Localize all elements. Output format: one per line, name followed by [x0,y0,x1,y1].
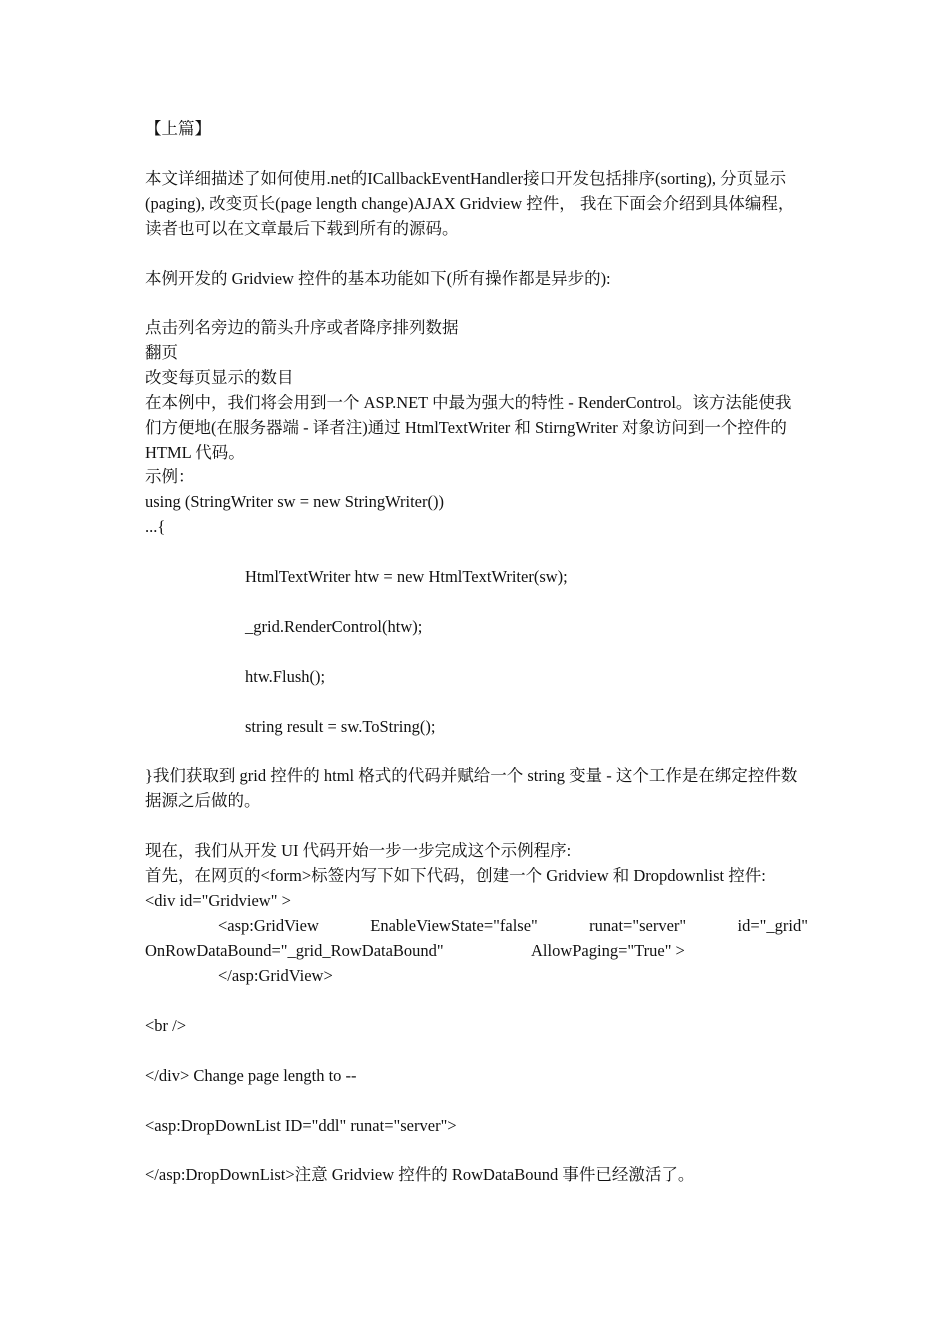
code-br: <br /> [145,1016,187,1035]
code-gridview-line [218,913,808,938]
after-code-line-2: 据源之后做的。 [145,791,261,810]
code-token: AllowPaging="True" > [531,941,685,960]
code-flush-line: htw.Flush(); [245,667,326,686]
code-gridview-close: </asp:GridView> [218,966,333,985]
code-token: OnRowDataBound="_grid_RowDataBound" [145,941,444,960]
code-token: runat="server" [589,916,687,935]
intro-line-1: 本文详细描述了如何使用.net的ICallbackEventHandler接口开发包括排序(sorting), 分页显示 [145,169,787,188]
code-result-line: string result = sw.ToString(); [245,717,436,736]
example-label: 示例： [145,467,195,486]
intro-line-2: (paging), 改变页长(page length change)AJAX Gridview 控件， 我在下面会介绍到具体编程， [145,194,795,213]
intro-line-3: 读者也可以在文章最后下载到所有的源码。 [145,219,459,238]
code-ddl-open: <asp:DropDownList ID="ddl" runat="server"> [145,1116,457,1135]
form-intro: 首先，在网页的<form>标签内写下如下代码，创建一个 Gridview 和 Dropdownlist 控件: [145,866,766,885]
after-code-line-1: }我们获取到 grid 控件的 html 格式的代码并赋给一个 string 变量 - 这个工作是在绑定控件数 [145,766,798,785]
code-ddl-close: </asp:DropDownList>注意 Gridview 控件的 RowDataBound 事件已经激活了。 [145,1165,695,1184]
code-htw-line: HtmlTextWriter htw = new HtmlTextWriter(sw); [245,567,568,586]
feature-item-paging: 翻页 [145,343,178,362]
code-gridview-cont-line [145,938,808,963]
code-render-line: _grid.RenderControl(htw); [245,617,423,636]
render-desc-line-3: HTML 代码。 [145,443,245,462]
render-desc-line-2: 们方便地(在服务器端 - 译者注)通过 HtmlTextWriter 和 StirngWriter 对象访问到一个控件的 [145,418,787,437]
code-using-line: using (StringWriter sw = new StringWriter()) [145,492,444,511]
document-heading: 【上篇】 [145,119,211,138]
code-div-open: <div id="Gridview" > [145,891,291,910]
code-open-brace: ...{ [145,517,166,536]
code-div-close: </div> Change page length to -- [145,1066,357,1085]
render-desc-line-1: 在本例中，我们将会用到一个 ASP.NET 中最为强大的特性 - RenderControl。该方法能使我 [145,393,792,412]
code-token: <asp:GridView [218,916,319,935]
code-token: EnableViewState="false" [370,916,538,935]
features-intro: 本例开发的 Gridview 控件的基本功能如下(所有操作都是异步的): [145,269,611,288]
feature-item-sort: 点击列名旁边的箭头升序或者降序排列数据 [145,318,459,337]
ui-intro: 现在，我们从开发 UI 代码开始一步一步完成这个示例程序: [145,841,572,860]
code-token: id="_grid" [737,916,808,935]
feature-item-page-size: 改变每页显示的数目 [145,368,294,387]
